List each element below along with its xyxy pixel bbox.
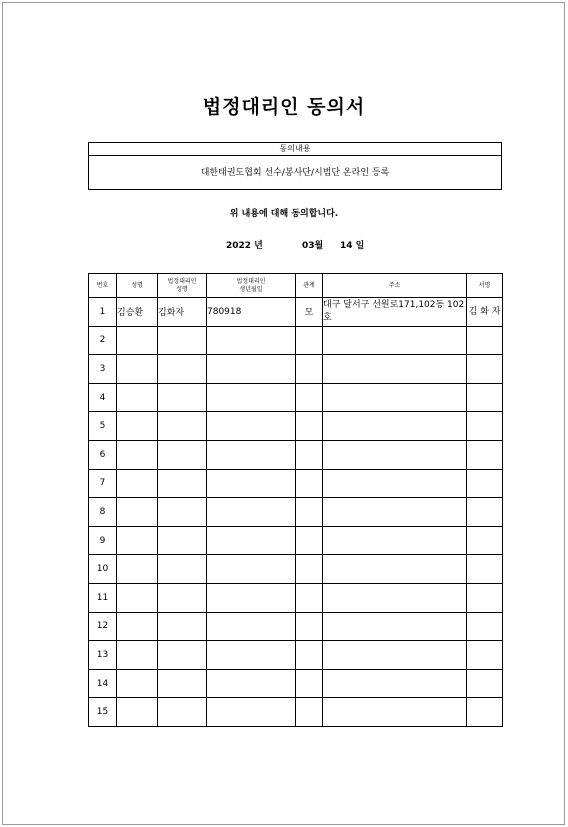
table-row [89,298,503,327]
table-row [89,641,503,670]
date-month: 03월 [302,241,324,251]
cell-name [117,555,158,584]
cell-guardian-birth [207,526,296,555]
cell-guardian-birth [207,469,296,498]
cell-guardian-name [158,469,207,498]
cell-no: 9 [89,526,117,555]
cell-signature [467,526,503,555]
table-row [89,698,503,727]
cell-name [117,583,158,612]
cell-no: 11 [89,583,117,612]
cell-name [117,669,158,698]
header-signature: 서명 [467,274,503,298]
cell-relation [296,498,323,527]
consent-header: 동의내용 [89,143,501,156]
cell-address [323,355,467,384]
cell-guardian-name [158,698,207,727]
table-row [89,526,503,555]
cell-guardian-birth [207,326,296,355]
table-row [89,555,503,584]
cell-signature [467,383,503,412]
table-row [89,583,503,612]
header-relation: 관계 [296,274,323,298]
header-guardian-name-line1: 법정대리인 [167,277,197,285]
cell-no: 2 [89,326,117,355]
cell-guardian-birth [207,583,296,612]
cell-no: 13 [89,641,117,670]
page-title: 법정대리인 동의서 [202,96,366,118]
cell-address [323,326,467,355]
cell-signature [467,583,503,612]
cell-relation [296,412,323,441]
cell-relation [296,555,323,584]
cell-relation [296,583,323,612]
cell-name [117,698,158,727]
cell-guardian-name [158,326,207,355]
cell-guardian-name [158,412,207,441]
cell-signature [467,612,503,641]
table-row [89,469,503,498]
consent-box [88,142,502,190]
table-header-row [89,274,503,298]
cell-guardian-name [158,498,207,527]
header-name: 성명 [117,274,158,298]
cell-relation [296,326,323,355]
cell-guardian-birth [207,440,296,469]
cell-guardian-name [158,612,207,641]
table-row [89,440,503,469]
cell-no: 12 [89,612,117,641]
cell-no: 4 [89,383,117,412]
guardian-table [88,273,503,727]
cell-address [323,641,467,670]
cell-signature [467,641,503,670]
cell-name [117,612,158,641]
cell-guardian-name [158,526,207,555]
agree-statement: 위 내용에 대해 동의합니다. [229,209,339,219]
cell-relation [296,526,323,555]
table-row [89,383,503,412]
header-no: 번호 [89,274,117,298]
cell-name [117,498,158,527]
cell-signature: 김 화 자 [467,298,503,327]
cell-guardian-birth [207,555,296,584]
cell-address [323,440,467,469]
cell-guardian-name [158,669,207,698]
cell-signature [467,326,503,355]
cell-address [323,383,467,412]
cell-guardian-birth: 780918 [207,298,296,327]
cell-address [323,612,467,641]
cell-address [323,669,467,698]
cell-guardian-birth [207,355,296,384]
cell-relation [296,612,323,641]
cell-address [323,555,467,584]
cell-guardian-name [158,355,207,384]
cell-address [323,469,467,498]
cell-signature [467,498,503,527]
cell-address [323,412,467,441]
cell-no: 14 [89,669,117,698]
cell-no: 7 [89,469,117,498]
cell-no: 15 [89,698,117,727]
cell-address [323,526,467,555]
cell-guardian-birth [207,669,296,698]
cell-relation [296,669,323,698]
header-guardian-name-line2: 성명 [176,285,188,293]
cell-signature [467,355,503,384]
cell-address [323,498,467,527]
cell-no: 3 [89,355,117,384]
cell-guardian-birth [207,612,296,641]
cell-guardian-name [158,440,207,469]
cell-signature [467,440,503,469]
table-row [89,612,503,641]
cell-relation [296,440,323,469]
table-row [89,498,503,527]
cell-guardian-name [158,555,207,584]
table-row [89,669,503,698]
header-guardian-birth-line1: 법정대리인 [236,277,266,285]
cell-no: 8 [89,498,117,527]
cell-name [117,641,158,670]
cell-signature [467,555,503,584]
header-address: 주소 [323,274,467,298]
cell-name [117,355,158,384]
table-row [89,355,503,384]
cell-address [323,698,467,727]
cell-relation [296,698,323,727]
date-day: 14 일 [340,241,365,251]
cell-name [117,526,158,555]
cell-guardian-birth [207,383,296,412]
cell-signature [467,469,503,498]
cell-name [117,383,158,412]
cell-address [323,583,467,612]
table-row [89,412,503,441]
date-year: 2022 년 [226,241,263,251]
header-guardian-name [158,274,207,298]
cell-guardian-name [158,583,207,612]
cell-guardian-name [158,383,207,412]
cell-guardian-name [158,641,207,670]
cell-name [117,326,158,355]
cell-guardian-birth [207,498,296,527]
cell-address: 대구 달서구 선원로171,102동 102호 [323,298,467,327]
cell-relation [296,355,323,384]
cell-relation [296,469,323,498]
cell-signature [467,669,503,698]
cell-guardian-birth [207,412,296,441]
cell-name [117,469,158,498]
cell-relation: 모 [296,298,323,327]
header-guardian-birth [207,274,296,298]
header-guardian-birth-line2: 생년월일 [239,285,263,293]
cell-guardian-birth [207,641,296,670]
table-row [89,326,503,355]
cell-relation [296,641,323,670]
cell-name [117,412,158,441]
cell-name: 김승환 [117,298,158,327]
cell-no: 5 [89,412,117,441]
cell-relation [296,383,323,412]
cell-no: 1 [89,298,117,327]
cell-no: 6 [89,440,117,469]
cell-guardian-name: 김화자 [158,298,207,327]
cell-signature [467,698,503,727]
cell-name [117,440,158,469]
cell-signature [467,412,503,441]
cell-no: 10 [89,555,117,584]
consent-text: 대한태권도협회 선수/봉사단/시범단 온라인 등록 [200,168,390,178]
cell-guardian-birth [207,698,296,727]
